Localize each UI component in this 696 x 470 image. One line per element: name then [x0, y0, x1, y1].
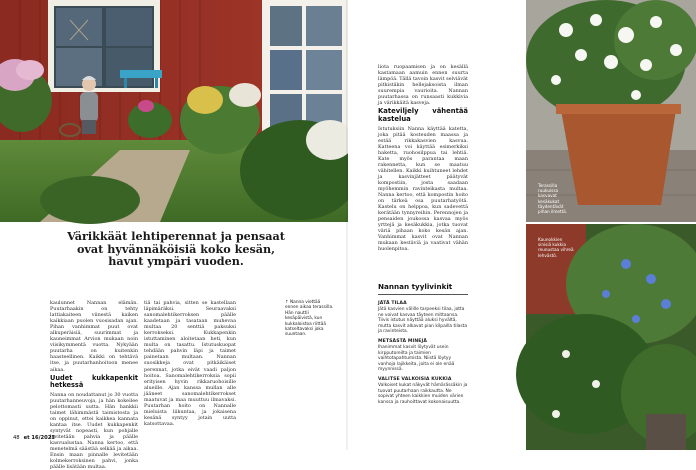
flowerbed-photo: [526, 224, 696, 450]
tip-text: Ihanimmat kasvit löytyvät usein kirpputoreilta ja taimien vaihtotapahtumista. Niistä löytyy vanhoja lajikkeita, joita ei ole enää myynnissä.: [378, 344, 455, 373]
right-page: [348, 0, 696, 450]
tip-title: METSÄSTÄ MINEJÄ: [378, 338, 427, 344]
article-headline: Värikkäät lehtiperennat ja pensaat ovat hyvännäköisiä koko kesän, havut ympäri vuoden.: [67, 229, 285, 269]
mulching-paragraph: Istutuksiin Nanna käyttää katetta, joka pitää kosteuden maassa ja estää rikkakasvien kasvua. Katteena voi käyttää esimerkiksi haketta, ruohosilppua tai lehtiä. Kate myös parantaa maan rakennetta, kun se maatuu vähitellen. Kaikki kuihtuneet lehdet ja kasvinjätteet päätyvät kompostiin, josta saadaan myöhemmin ravinteikasta multaa. Nanna kertoo, että kompostin hoito on tärkeä osa puutarhatyötä. Kastelu on helppoa, kun sadevettä kerätään tynnyreihin. Perennojen ja pensaiden joukossa kasvaa myös yrttejä ja kesäkukkia, jotka tuovat väriä pihaan koko kesän ajan. Vanhimmat kasvit ovat Nannan mukaan kestäviä ja vaativat vähän huolenpitoa.: [378, 125, 468, 253]
section-heading-new-beds: Uudet kukkapenkit hetkessä: [50, 373, 138, 390]
style-tips-box: [378, 282, 468, 409]
tip-text: Valkoiset kukat näkyvät hämärässäkin ja tuovat puutarhaan raikkautta. Ne sopivat yhteen kaikkien muiden värien kanssa ja rauhoittavat kokonaisuutta.: [378, 382, 468, 405]
right-top-paragraph: liota ruopaamisen ja on kesällä kastamaan aamuin ennen suurta lämpöä. Tällä tavoin kasvit selviävät pitkistäkin hellejaksoista ilman suurempia vaurioita. Nannan puutarhassa on runsaasti kukkivia ja värikkäitä kasveja.: [378, 64, 468, 107]
flowerbed-caption: Kaunokkien sinisiä kukkia reunustaa vihreä lehvästö.: [538, 237, 574, 258]
section-heading-mulching: Kateviljely vähentää kastelua: [378, 107, 468, 123]
body-column-1: [50, 300, 138, 470]
tip-title: JÄTÄ TILAA: [378, 301, 407, 306]
garden-photo: [0, 0, 348, 222]
intro-paragraph: kaulunnet Nannan elämän. Puutarhaakin on tehty lattiakaiteen viinestä kaiken kaikkiaan puolen vuosisadan ajan. Pihan vanhimmat puut ovat alkuperäisiä, suurimmat ja kauneimmat Arvion mukaan noin viisikymmentä vuotta. Nykyään puutarha on kuitenkin haasteellinen. Kaikki on tehtävä itse, ja puutarhanhoitoon menee aikaa.: [50, 300, 138, 373]
new-beds-paragraph: Nanna on noudattanut jo 30 vuotta puutarhanneuvoja, ja hän kokeilee pelottomasti uutta. Hän hankkii taimet lähimmästä taimistosta ja on oppinut, ettei kaikkea kannata kantaa itse. Uudet kukkapenkit syntyvät nopeasti, kun pohjalle levitetään pahvia ja päälle kasvualustaa. Nanna kertoo, että menetelmä säästää selkää ja aikaa. Ensin maan pinnalle levitetään kolmekerroksinen pahvi, jonka päälle lisätään multaa.: [50, 391, 138, 470]
magazine-issue: et 16/2023: [23, 435, 55, 441]
tip-text: Jätä kasvien välille tarpeeksi tilaa, jotta ne voivat kasvaa täyteen mittaansa. Tiivis istutus näyttää aluksi hyvältä, mutta kasvit alkavat pian kilpailla tilasta ja ravinteista.: [378, 307, 468, 335]
body-column-2: [144, 300, 236, 427]
photo-caption: [285, 300, 335, 338]
planter-caption: Terassilla ruukuissa kasvavat kesäkukat täydentävät pihan ilmettä.: [538, 183, 568, 215]
style-tips-title: Nannan tyylivinkit: [378, 282, 468, 295]
continued-paragraph: tiä tai pahvia, sitten se kastellaan läpimäräksi. Seuraavaksi sanomalehtikerroksen päälle kaadetaan ja tasataan muhevaa multaa 20 senttiä paksuksi kerrokseksi. Kukkapenkin istuttaminen aloitetaan heti, kun multa on tasattu. Istutuskuopat tehdään pahvin läpi ja taimet painetaan multaan. Nannan suosikkeja ovat pitkäikäiset perennat, jotka eivät vaadi paljon hoitoa. Sanomalehtikerroksia sopii erityisen hyvin rikkaruohoisille alueille. Ajan kanssa mullan alle jääneet sanomalehtikerrokset maatuvat ja maa muuttuu ilmavaksi. Puutarhan hoito on Nannalle mieluista liikuntaa, ja jokaisena kesänä syntyy jotain uutta katsottavaa.: [144, 300, 236, 427]
tip-title: VALITSE VALKOISIA KUKKIA: [378, 376, 452, 382]
garden-photo-illustration: [0, 0, 348, 222]
photo-caption-text: ↑ Nanna viettää ennen aikaa terassilla. Hän nauttii kesäpäivistä, kun kukkaloistoa riittää katseltavaksi joka suuntaan.: [285, 300, 334, 338]
page-number: 48: [13, 435, 20, 441]
flowerbed-photo-illustration: [526, 224, 696, 450]
right-body-column: [378, 64, 468, 253]
page-folio: [13, 435, 55, 441]
